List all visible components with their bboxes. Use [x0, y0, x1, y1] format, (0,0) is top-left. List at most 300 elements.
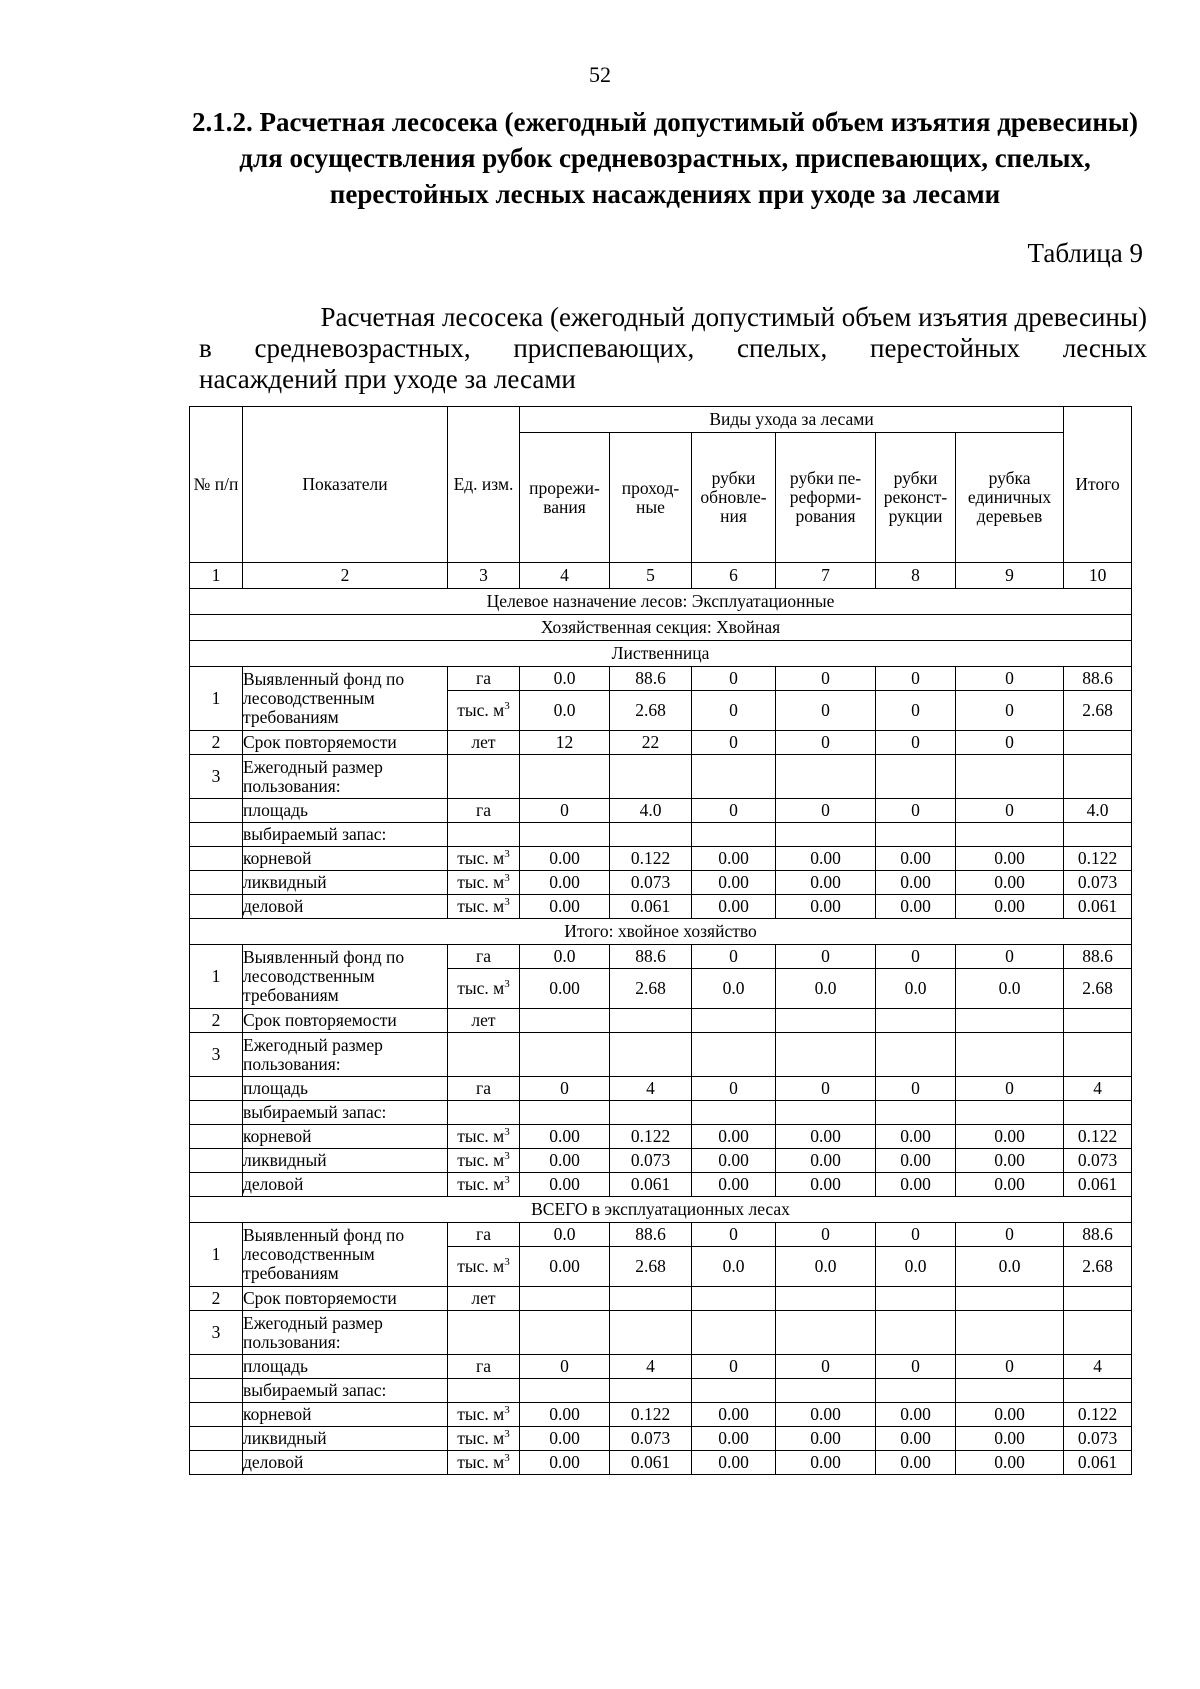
value-cell [876, 1287, 956, 1311]
value-cell: 0 [692, 1355, 776, 1379]
value-cell: 0.00 [520, 1247, 610, 1287]
value-cell [956, 1009, 1064, 1033]
value-cell: 0.00 [876, 871, 956, 895]
row-label-root: корневой [243, 847, 448, 871]
empty-cell [448, 823, 520, 847]
unit-text: тыс. м [457, 872, 505, 892]
section-banner: Хозяйственная секция: Хвойная [190, 615, 1132, 641]
empty-cell [692, 1101, 776, 1125]
unit-exponent: 3 [504, 896, 510, 909]
empty-cell [876, 1379, 956, 1403]
empty-cell [956, 1311, 1064, 1355]
empty-cell [1064, 1101, 1132, 1125]
row-label-area: площадь [243, 1077, 448, 1101]
value-cell: 0 [956, 667, 1064, 691]
table-row [190, 1311, 1132, 1355]
table-row [190, 823, 1132, 847]
empty-cell [520, 1033, 610, 1077]
value-cell: 0.00 [692, 1149, 776, 1173]
empty-cell [692, 823, 776, 847]
row-num-empty [190, 799, 243, 823]
row-label-annual: Ежегодный размер пользования: [243, 1311, 448, 1355]
unit-text: тыс. м [457, 1150, 505, 1170]
value-cell: 0.00 [776, 1173, 876, 1197]
unit-cell [448, 667, 520, 691]
section-heading: 2.1.2. Расчетная лесосека (ежегодный допустимый объем изъятия древесины) для осуществления рубок средневозрастных, приспевающих, спелых, перестойных лесных насаждениях при уходе за лесами [192, 107, 1138, 209]
value-cell: 0.0 [520, 945, 610, 969]
value-cell: 0 [692, 945, 776, 969]
empty-cell [520, 1101, 610, 1125]
value-cell: 4 [1064, 1355, 1132, 1379]
row-label-business: деловой [243, 895, 448, 919]
value-cell: 0 [876, 1223, 956, 1247]
value-cell: 0.00 [692, 895, 776, 919]
value-cell: 0 [876, 1077, 956, 1101]
row-label-area: площадь [243, 799, 448, 823]
value-cell: 0.073 [610, 871, 692, 895]
unit-cell [448, 1149, 520, 1173]
value-cell: 88.6 [1064, 1223, 1132, 1247]
value-cell: 0 [956, 799, 1064, 823]
empty-cell [1064, 755, 1132, 799]
table-row [190, 1033, 1132, 1077]
value-cell: 0.00 [876, 1451, 956, 1475]
value-cell: 2.68 [610, 1247, 692, 1287]
unit-cell [448, 945, 520, 969]
row-num-empty [190, 1379, 243, 1403]
value-cell: 0 [692, 1223, 776, 1247]
unit-text: тыс. м [457, 1126, 505, 1146]
value-cell: 88.6 [610, 667, 692, 691]
column-number: 8 [876, 563, 956, 589]
value-cell: 0.00 [956, 1125, 1064, 1149]
unit-text: лет [471, 1288, 496, 1308]
value-cell: 0.073 [1064, 1427, 1132, 1451]
value-cell: 0 [520, 1077, 610, 1101]
empty-cell [610, 1311, 692, 1355]
unit-cell [448, 1223, 520, 1247]
row-num-empty [190, 1355, 243, 1379]
value-cell: 0.073 [1064, 871, 1132, 895]
empty-cell [956, 755, 1064, 799]
row-label-fund: Выявленный фонд по лесоводственным требованиям [243, 945, 448, 1009]
unit-cell [448, 1287, 520, 1311]
block-title: ВСЕГО в эксплуатационных лесах [190, 1197, 1132, 1223]
value-cell: 0.00 [876, 895, 956, 919]
value-cell: 0.00 [956, 895, 1064, 919]
row-label-annual: Ежегодный размер пользования: [243, 1033, 448, 1077]
table-row [190, 847, 1132, 871]
empty-cell [1064, 1379, 1132, 1403]
value-cell: 0.061 [610, 1451, 692, 1475]
column-numbers-row [190, 563, 1132, 589]
row-label-fund: Выявленный фонд по лесоводственным требованиям [243, 667, 448, 731]
row-label-liquid: ликвидный [243, 1149, 448, 1173]
value-cell [876, 1009, 956, 1033]
block-title: Лиственница [190, 641, 1132, 667]
value-cell: 0 [776, 667, 876, 691]
column-number: 2 [243, 563, 448, 589]
empty-cell [520, 1311, 610, 1355]
empty-cell [610, 1379, 692, 1403]
value-cell: 0.00 [776, 1451, 876, 1475]
value-cell: 0 [956, 691, 1064, 731]
value-cell: 0 [956, 945, 1064, 969]
value-cell: 0 [776, 1223, 876, 1247]
value-cell: 0.122 [610, 1125, 692, 1149]
value-cell: 0 [692, 731, 776, 755]
value-cell: 4.0 [610, 799, 692, 823]
value-cell: 0.00 [876, 1125, 956, 1149]
value-cell: 0 [956, 1077, 1064, 1101]
value-cell: 0.00 [692, 1173, 776, 1197]
unit-text: га [476, 1224, 491, 1244]
value-cell: 0.00 [520, 871, 610, 895]
row-num-empty [190, 1427, 243, 1451]
table-row [190, 1077, 1132, 1101]
empty-cell [776, 1033, 876, 1077]
header-unit: Ед. изм. [448, 407, 520, 563]
empty-cell [520, 823, 610, 847]
column-number: 1 [190, 563, 243, 589]
header-total: Итого [1064, 407, 1132, 563]
table-row [190, 755, 1132, 799]
row-num-empty [190, 1077, 243, 1101]
column-number: 7 [776, 563, 876, 589]
value-cell: 4.0 [1064, 799, 1132, 823]
column-number: 9 [956, 563, 1064, 589]
column-number: 10 [1064, 563, 1132, 589]
value-cell: 0.073 [610, 1427, 692, 1451]
value-cell: 0 [776, 945, 876, 969]
value-cell: 0.0 [776, 969, 876, 1009]
empty-cell [776, 1311, 876, 1355]
value-cell: 0.061 [610, 1173, 692, 1197]
value-cell: 22 [610, 731, 692, 755]
value-cell: 0.0 [956, 969, 1064, 1009]
row-num: 1 [190, 1223, 243, 1287]
row-num: 3 [190, 755, 243, 799]
table-row [190, 945, 1132, 969]
empty-cell [956, 1379, 1064, 1403]
row-label-period: Срок повторяемости [243, 1009, 448, 1033]
value-cell: 0.0 [520, 667, 610, 691]
value-cell: 0.0 [520, 1223, 610, 1247]
value-cell: 0.00 [876, 1427, 956, 1451]
value-cell: 0.061 [610, 895, 692, 919]
value-cell: 0.00 [956, 1403, 1064, 1427]
value-cell: 4 [610, 1355, 692, 1379]
row-num-empty [190, 1451, 243, 1475]
row-num: 1 [190, 945, 243, 1009]
unit-text: га [476, 1078, 491, 1098]
value-cell: 0 [520, 1355, 610, 1379]
row-label-area: площадь [243, 1355, 448, 1379]
table-row [190, 871, 1132, 895]
value-cell: 0.00 [692, 1427, 776, 1451]
header-type: рубка единичных деревьев [956, 433, 1064, 563]
unit-cell [448, 731, 520, 755]
value-cell [692, 1009, 776, 1033]
empty-cell [448, 1379, 520, 1403]
empty-cell [776, 823, 876, 847]
value-cell: 0.00 [692, 871, 776, 895]
empty-cell [956, 1033, 1064, 1077]
table-row [190, 1427, 1132, 1451]
unit-exponent: 3 [504, 1256, 510, 1269]
value-cell: 0.00 [520, 969, 610, 1009]
empty-cell [448, 1101, 520, 1125]
value-cell: 0.00 [520, 1149, 610, 1173]
unit-text: лет [471, 1010, 496, 1030]
table-row [190, 1149, 1132, 1173]
empty-cell [1064, 1311, 1132, 1355]
value-cell: 0.122 [610, 1403, 692, 1427]
value-cell: 0.00 [776, 1403, 876, 1427]
value-cell [956, 1287, 1064, 1311]
unit-cell [448, 847, 520, 871]
row-num: 3 [190, 1311, 243, 1355]
row-label-fund: Выявленный фонд по лесоводственным требованиям [243, 1223, 448, 1287]
value-cell: 0 [776, 1355, 876, 1379]
block-title: Итого: хвойное хозяйство [190, 919, 1132, 945]
value-cell: 0.00 [520, 1173, 610, 1197]
value-cell: 0.061 [1064, 1173, 1132, 1197]
empty-cell [448, 1033, 520, 1077]
header-type: рубки обновле-ния [692, 433, 776, 563]
value-cell: 0 [876, 667, 956, 691]
column-number: 6 [692, 563, 776, 589]
value-cell: 2.68 [610, 969, 692, 1009]
table-row [190, 1451, 1132, 1475]
empty-cell [876, 1311, 956, 1355]
unit-text: га [476, 800, 491, 820]
value-cell: 0.00 [876, 1403, 956, 1427]
row-num: 2 [190, 1287, 243, 1311]
unit-cell [448, 1355, 520, 1379]
row-num-empty [190, 1173, 243, 1197]
row-label-period: Срок повторяемости [243, 731, 448, 755]
empty-cell [876, 823, 956, 847]
value-cell [610, 1009, 692, 1033]
value-cell: 0.00 [692, 1125, 776, 1149]
unit-cell [448, 1173, 520, 1197]
value-cell: 0.00 [692, 847, 776, 871]
header-num: № п/п [190, 407, 243, 563]
value-cell: 0 [876, 799, 956, 823]
value-cell: 0 [520, 799, 610, 823]
unit-exponent: 3 [504, 848, 510, 861]
table-row [190, 1223, 1132, 1247]
unit-cell [448, 895, 520, 919]
caption-line-1: Расчетная лесосека (ежегодный допустимый объем изъятия древесины) [320, 302, 1147, 332]
unit-cell [448, 1427, 520, 1451]
value-cell [776, 1287, 876, 1311]
row-num: 2 [190, 731, 243, 755]
unit-text: тыс. м [457, 1404, 505, 1424]
row-label-root: корневой [243, 1125, 448, 1149]
value-cell: 0.00 [520, 1403, 610, 1427]
value-cell: 0.00 [956, 847, 1064, 871]
value-cell: 0 [776, 691, 876, 731]
row-label-period: Срок повторяемости [243, 1287, 448, 1311]
row-num-empty [190, 895, 243, 919]
header-type: прорежи-вания [520, 433, 610, 563]
value-cell: 0.0 [876, 1247, 956, 1287]
value-cell: 0.122 [1064, 1125, 1132, 1149]
empty-cell [956, 1101, 1064, 1125]
value-cell: 0 [876, 945, 956, 969]
empty-cell [520, 755, 610, 799]
unit-exponent: 3 [504, 1428, 510, 1441]
value-cell: 4 [610, 1077, 692, 1101]
value-cell [1064, 731, 1132, 755]
value-cell: 88.6 [1064, 945, 1132, 969]
value-cell: 0.00 [956, 1451, 1064, 1475]
value-cell: 2.68 [1064, 1247, 1132, 1287]
empty-cell [610, 755, 692, 799]
empty-cell [692, 1033, 776, 1077]
value-cell: 0 [692, 691, 776, 731]
caption-line-2: в средневозрастных, приспевающих, спелых, перестойных лесных [199, 333, 1147, 363]
column-number: 5 [610, 563, 692, 589]
table-row [190, 1125, 1132, 1149]
value-cell: 0 [692, 1077, 776, 1101]
table-row [190, 731, 1132, 755]
value-cell: 0.00 [520, 1427, 610, 1451]
unit-text: га [476, 1356, 491, 1376]
page-number: 52 [589, 62, 611, 87]
value-cell: 0.00 [776, 871, 876, 895]
value-cell: 0.00 [776, 847, 876, 871]
value-cell [1064, 1287, 1132, 1311]
table-row [190, 1009, 1132, 1033]
empty-cell [776, 1101, 876, 1125]
purpose-banner: Целевое назначение лесов: Эксплуатационные [190, 589, 1132, 615]
empty-cell [448, 1311, 520, 1355]
unit-cell [448, 871, 520, 895]
value-cell: 0.0 [692, 1247, 776, 1287]
value-cell: 12 [520, 731, 610, 755]
row-num: 2 [190, 1009, 243, 1033]
value-cell: 0.073 [1064, 1149, 1132, 1173]
value-cell: 0.0 [520, 691, 610, 731]
felling-table [189, 406, 1132, 1475]
value-cell: 2.68 [610, 691, 692, 731]
row-num-empty [190, 1149, 243, 1173]
unit-cell [448, 691, 520, 731]
value-cell [520, 1287, 610, 1311]
unit-cell [448, 1451, 520, 1475]
value-cell: 0.00 [876, 847, 956, 871]
empty-cell [876, 1101, 956, 1125]
value-cell: 0.00 [520, 1125, 610, 1149]
value-cell: 88.6 [610, 945, 692, 969]
value-cell: 0 [692, 667, 776, 691]
unit-exponent: 3 [504, 1174, 510, 1187]
value-cell: 0.122 [1064, 847, 1132, 871]
value-cell: 0.073 [610, 1149, 692, 1173]
value-cell: 0.0 [776, 1247, 876, 1287]
row-label-stock: выбираемый запас: [243, 1379, 448, 1403]
value-cell: 0.0 [956, 1247, 1064, 1287]
value-cell: 0.00 [692, 1451, 776, 1475]
value-cell [520, 1009, 610, 1033]
unit-text: тыс. м [457, 1256, 505, 1276]
unit-cell [448, 1077, 520, 1101]
unit-cell [448, 1125, 520, 1149]
row-num-empty [190, 1125, 243, 1149]
row-label-stock: выбираемый запас: [243, 1101, 448, 1125]
value-cell: 0.00 [956, 871, 1064, 895]
empty-cell [520, 1379, 610, 1403]
value-cell: 0.122 [1064, 1403, 1132, 1427]
value-cell: 0.00 [692, 1403, 776, 1427]
table-row [190, 667, 1132, 691]
table-caption [199, 302, 1147, 395]
unit-text: тыс. м [457, 978, 505, 998]
unit-text: га [476, 946, 491, 966]
table-row [190, 919, 1132, 945]
empty-cell [1064, 1033, 1132, 1077]
table-row [190, 1173, 1132, 1197]
unit-exponent: 3 [504, 872, 510, 885]
row-label-business: деловой [243, 1451, 448, 1475]
value-cell: 88.6 [610, 1223, 692, 1247]
unit-exponent: 3 [504, 1126, 510, 1139]
caption-line-3: насаждений при уходе за лесами [199, 364, 576, 394]
empty-cell [876, 1033, 956, 1077]
empty-cell [876, 755, 956, 799]
value-cell [610, 1287, 692, 1311]
value-cell: 0 [956, 731, 1064, 755]
row-num-empty [190, 1403, 243, 1427]
row-label-stock: выбираемый запас: [243, 823, 448, 847]
unit-cell [448, 1247, 520, 1287]
header-types-caption: Виды ухода за лесами [520, 407, 1064, 433]
value-cell: 0 [876, 731, 956, 755]
empty-cell [692, 755, 776, 799]
value-cell: 0.00 [776, 895, 876, 919]
unit-text: лет [471, 732, 496, 752]
value-cell: 0 [876, 1355, 956, 1379]
header-type: проход-ные [610, 433, 692, 563]
value-cell: 0.0 [876, 969, 956, 1009]
column-number: 4 [520, 563, 610, 589]
value-cell: 0.00 [520, 895, 610, 919]
value-cell: 0 [956, 1355, 1064, 1379]
unit-text: га [476, 668, 491, 688]
value-cell: 0.061 [1064, 1451, 1132, 1475]
table-row [190, 1379, 1132, 1403]
empty-cell [776, 1379, 876, 1403]
value-cell: 88.6 [1064, 667, 1132, 691]
header-type: рубки пе-реформи-рования [776, 433, 876, 563]
row-label-liquid: ликвидный [243, 871, 448, 895]
table-row [190, 1287, 1132, 1311]
row-label-root: корневой [243, 1403, 448, 1427]
row-num-empty [190, 847, 243, 871]
value-cell: 0 [776, 799, 876, 823]
empty-cell [610, 1101, 692, 1125]
value-cell: 0 [876, 691, 956, 731]
table-row [190, 1355, 1132, 1379]
empty-cell [776, 755, 876, 799]
value-cell: 0 [776, 1077, 876, 1101]
empty-cell [448, 755, 520, 799]
empty-cell [1064, 823, 1132, 847]
row-num-empty [190, 1101, 243, 1125]
